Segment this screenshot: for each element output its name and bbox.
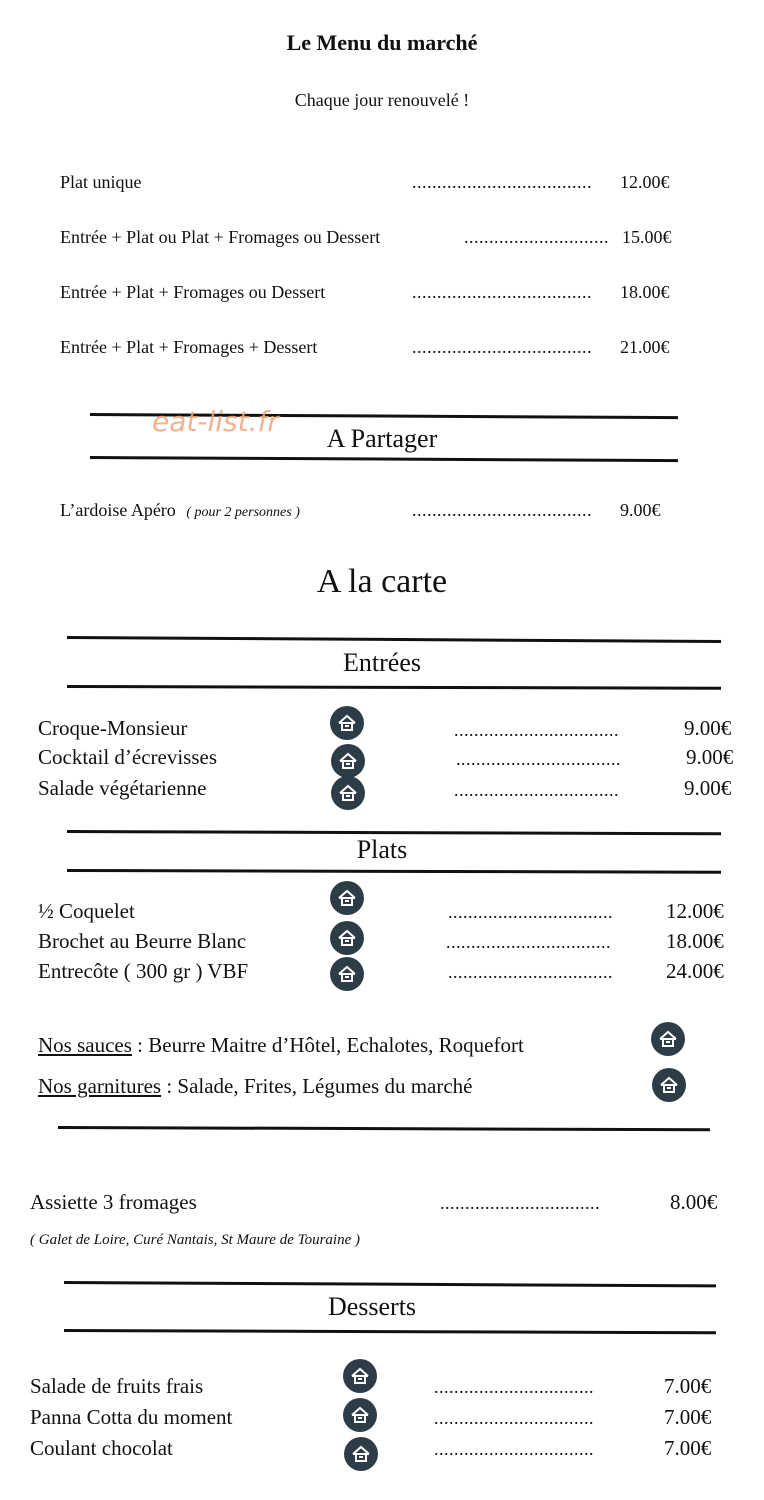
dessert-price: 7.00€ (664, 1436, 712, 1460)
formula-label: Entrée + Plat + Fromages ou Dessert (60, 282, 326, 302)
partager-item-dots: .................................... (412, 500, 592, 520)
plat-dots: ................................. (448, 962, 613, 982)
partager-item-note: ( pour 2 personnes ) (186, 505, 300, 520)
garnitures-label: Nos garnitures (38, 1074, 162, 1098)
plat-label: Brochet au Beurre Blanc (38, 929, 247, 953)
plat-price: 12.00€ (666, 899, 724, 923)
house-made-icon (343, 1359, 377, 1393)
entree-price: 9.00€ (684, 776, 732, 800)
house-made-icon (330, 706, 364, 740)
formula-dots: .................................... (412, 337, 592, 357)
fromages-label: Assiette 3 fromages (30, 1190, 197, 1214)
dessert-label: Panna Cotta du moment (30, 1405, 233, 1429)
entree-dots: ................................. (456, 749, 621, 769)
house-made-icon (651, 1022, 685, 1056)
dessert-dots: ................................ (434, 1408, 594, 1428)
partager-item-name: L’ardoise Apéro (60, 500, 176, 520)
house-made-icon (330, 921, 364, 955)
watermark: eat-list.fr (152, 405, 279, 438)
divider (58, 1126, 710, 1131)
garnitures-separator: : (161, 1074, 178, 1098)
dessert-label: Salade de fruits frais (30, 1374, 204, 1398)
divider (64, 1329, 716, 1334)
sauces-text: Beurre Maitre d’Hôtel, Echalotes, Roquefort (148, 1033, 524, 1057)
divider (64, 1281, 716, 1287)
formula-dots: .................................... (412, 282, 592, 302)
formula-label: Entrée + Plat ou Plat + Fromages ou Dessert (60, 227, 381, 247)
section-heading-plats: Plats (356, 835, 408, 864)
garnitures-line (38, 1074, 472, 1099)
plat-dots: ................................. (448, 902, 613, 922)
section-heading-entrees: Entrées (343, 648, 421, 677)
entree-label: Croque-Monsieur (38, 716, 188, 740)
dessert-label: Coulant chocolat (30, 1436, 173, 1460)
partager-item-price: 9.00€ (620, 500, 661, 520)
plat-price: 18.00€ (666, 929, 724, 953)
formula-label: Plat unique (60, 172, 142, 192)
house-made-icon (331, 744, 365, 778)
formula-dots: .................................... (412, 172, 592, 192)
entree-label: Salade végétarienne (38, 776, 207, 800)
house-made-icon (330, 957, 364, 991)
fromages-note: ( Galet de Loire, Curé Nantais, St Maure de Touraine ) (30, 1232, 360, 1248)
fromages-dots: ................................ (440, 1193, 600, 1213)
formula-price: 12.00€ (620, 172, 670, 192)
fromages-price: 8.00€ (670, 1190, 718, 1214)
house-made-icon (330, 881, 364, 915)
plat-price: 24.00€ (666, 959, 724, 983)
divider (67, 869, 721, 874)
partager-item-label (60, 500, 300, 521)
section-heading-partager: A Partager (326, 424, 438, 453)
dessert-dots: ................................ (434, 1439, 594, 1459)
formula-price: 21.00€ (620, 337, 670, 357)
formula-dots: ............................. (464, 227, 609, 247)
carte-heading: A la carte (316, 563, 448, 600)
menu-title: Le Menu du marché (286, 30, 478, 55)
sauces-separator: : (131, 1033, 149, 1057)
house-made-icon (343, 1398, 377, 1432)
garnitures-text: Salade, Frites, Légumes du marché (177, 1074, 473, 1098)
plat-label: Entrecôte ( 300 gr ) VBF (38, 959, 249, 983)
house-made-icon (344, 1437, 378, 1471)
entree-dots: ................................. (454, 780, 619, 800)
house-made-icon (331, 776, 365, 810)
divider (90, 456, 678, 462)
formula-label: Entrée + Plat + Fromages + Dessert (60, 337, 318, 357)
dessert-dots: ................................ (434, 1377, 594, 1397)
entree-price: 9.00€ (686, 745, 734, 769)
entree-price: 9.00€ (684, 716, 732, 740)
plat-label: ½ Coquelet (38, 899, 135, 923)
formula-price: 18.00€ (620, 282, 670, 302)
entree-label: Cocktail d’écrevisses (38, 745, 218, 769)
menu-subtitle: Chaque jour renouvelé ! (294, 90, 470, 110)
plat-dots: ................................. (446, 932, 611, 952)
divider (67, 685, 721, 690)
section-heading-desserts: Desserts (327, 1292, 417, 1321)
sauces-label: Nos sauces (38, 1033, 132, 1057)
dessert-price: 7.00€ (664, 1374, 712, 1398)
house-made-icon (652, 1068, 686, 1102)
formula-price: 15.00€ (622, 227, 672, 247)
entree-dots: ................................. (454, 720, 619, 740)
sauces-line (38, 1033, 524, 1058)
divider (67, 636, 721, 643)
dessert-price: 7.00€ (664, 1405, 712, 1429)
